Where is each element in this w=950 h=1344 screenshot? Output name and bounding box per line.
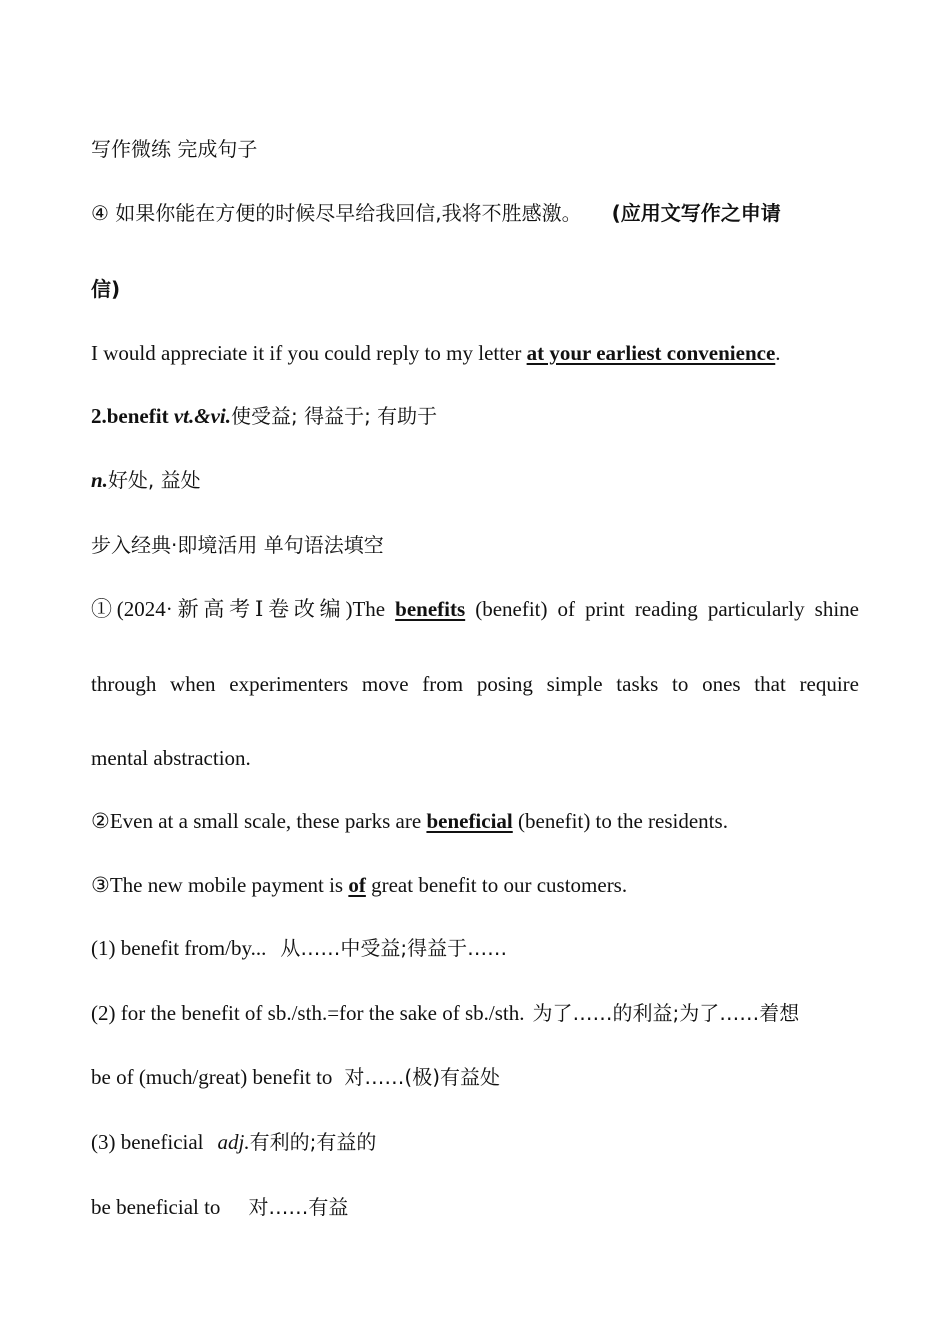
- vocab-entry-noun: [91, 466, 859, 494]
- item4-en-prefix: I would appreciate it if you could reply to my letter: [91, 341, 527, 365]
- phrase-3-cn: 有利的;有益的: [249, 1130, 377, 1154]
- phrase-1: [91, 934, 859, 962]
- entry-pos-verb: vt.&vi.: [173, 404, 231, 428]
- q1-line-2-text: through when experimenters move from posing simple tasks to ones that require: [91, 672, 859, 696]
- q1-prefix: ①(2024·新高考Ⅰ卷改编)The: [91, 597, 396, 621]
- q2-suffix: (benefit) to the residents.: [512, 809, 728, 833]
- phrase-3: [91, 1128, 859, 1156]
- item4-english-sentence: [91, 339, 859, 367]
- q3-answer: of: [348, 873, 366, 897]
- q1-line-3-text: mental abstraction.: [91, 746, 251, 770]
- phrase-3b-cn: 对……有益: [248, 1195, 349, 1219]
- phrase-2-en: (2) for the benefit of sb./sth.=for the sake of sb./sth.: [91, 1001, 525, 1025]
- item4-en-suffix: .: [775, 341, 781, 365]
- phrase-3-pos: adj.: [217, 1130, 250, 1154]
- question-1-line-3: [91, 744, 859, 772]
- question-2: [91, 807, 859, 835]
- phrase-2: [91, 999, 859, 1027]
- item4-chinese-sentence: [91, 199, 859, 227]
- question-3: [91, 871, 859, 899]
- entry-meaning-verb: 使受益; 得益于; 有助于: [230, 404, 438, 428]
- phrase-1-en: (1) benefit from/by...: [91, 936, 267, 960]
- phrase-1-cn: 从……中受益;得益于……: [280, 936, 508, 960]
- item4-cn-text: ④ 如果你能在方便的时候尽早给我回信,我将不胜感激。: [91, 201, 582, 225]
- item4-source-note-continued: [91, 275, 859, 303]
- phrase-2-cn: 为了……的利益;为了……着想: [532, 1001, 800, 1025]
- item4-source-note: (应用文写作之申请: [611, 201, 781, 225]
- phrase-3-en: (3) beneficial: [91, 1130, 204, 1154]
- question-1-line-2: [91, 670, 859, 698]
- q1-answer: benefits: [395, 597, 466, 621]
- entry-word: 2.benefit: [91, 404, 169, 428]
- phrase-2b: [91, 1063, 859, 1091]
- entry-pos-noun: n.: [91, 468, 108, 492]
- q3-suffix: great benefit to our customers.: [365, 873, 628, 897]
- entry-meaning-noun: 好处, 益处: [107, 468, 201, 492]
- q1-suffix: (benefit) of print reading particularly shine: [465, 597, 859, 621]
- exercise-heading: [91, 531, 859, 559]
- exercise-heading-text: 步入经典·即境活用 单句语法填空: [91, 533, 384, 557]
- q2-answer: beneficial: [426, 809, 513, 833]
- item4-source-note-end: 信): [91, 277, 121, 301]
- question-1-line-1: [91, 595, 859, 623]
- phrase-2b-cn: 对……(极)有益处: [344, 1065, 501, 1089]
- q3-prefix: ③The new mobile payment is: [91, 873, 349, 897]
- writing-practice-heading: [91, 135, 859, 163]
- item4-answer: at your earliest convenience: [526, 341, 776, 365]
- q2-prefix: ②Even at a small scale, these parks are: [91, 809, 427, 833]
- phrase-3b: [91, 1193, 859, 1221]
- phrase-2b-en: be of (much/great) benefit to: [91, 1065, 333, 1089]
- writing-heading-text: 写作微练 完成句子: [91, 137, 258, 161]
- phrase-3b-en: be beneficial to: [91, 1195, 221, 1219]
- vocab-entry-benefit: [91, 402, 859, 430]
